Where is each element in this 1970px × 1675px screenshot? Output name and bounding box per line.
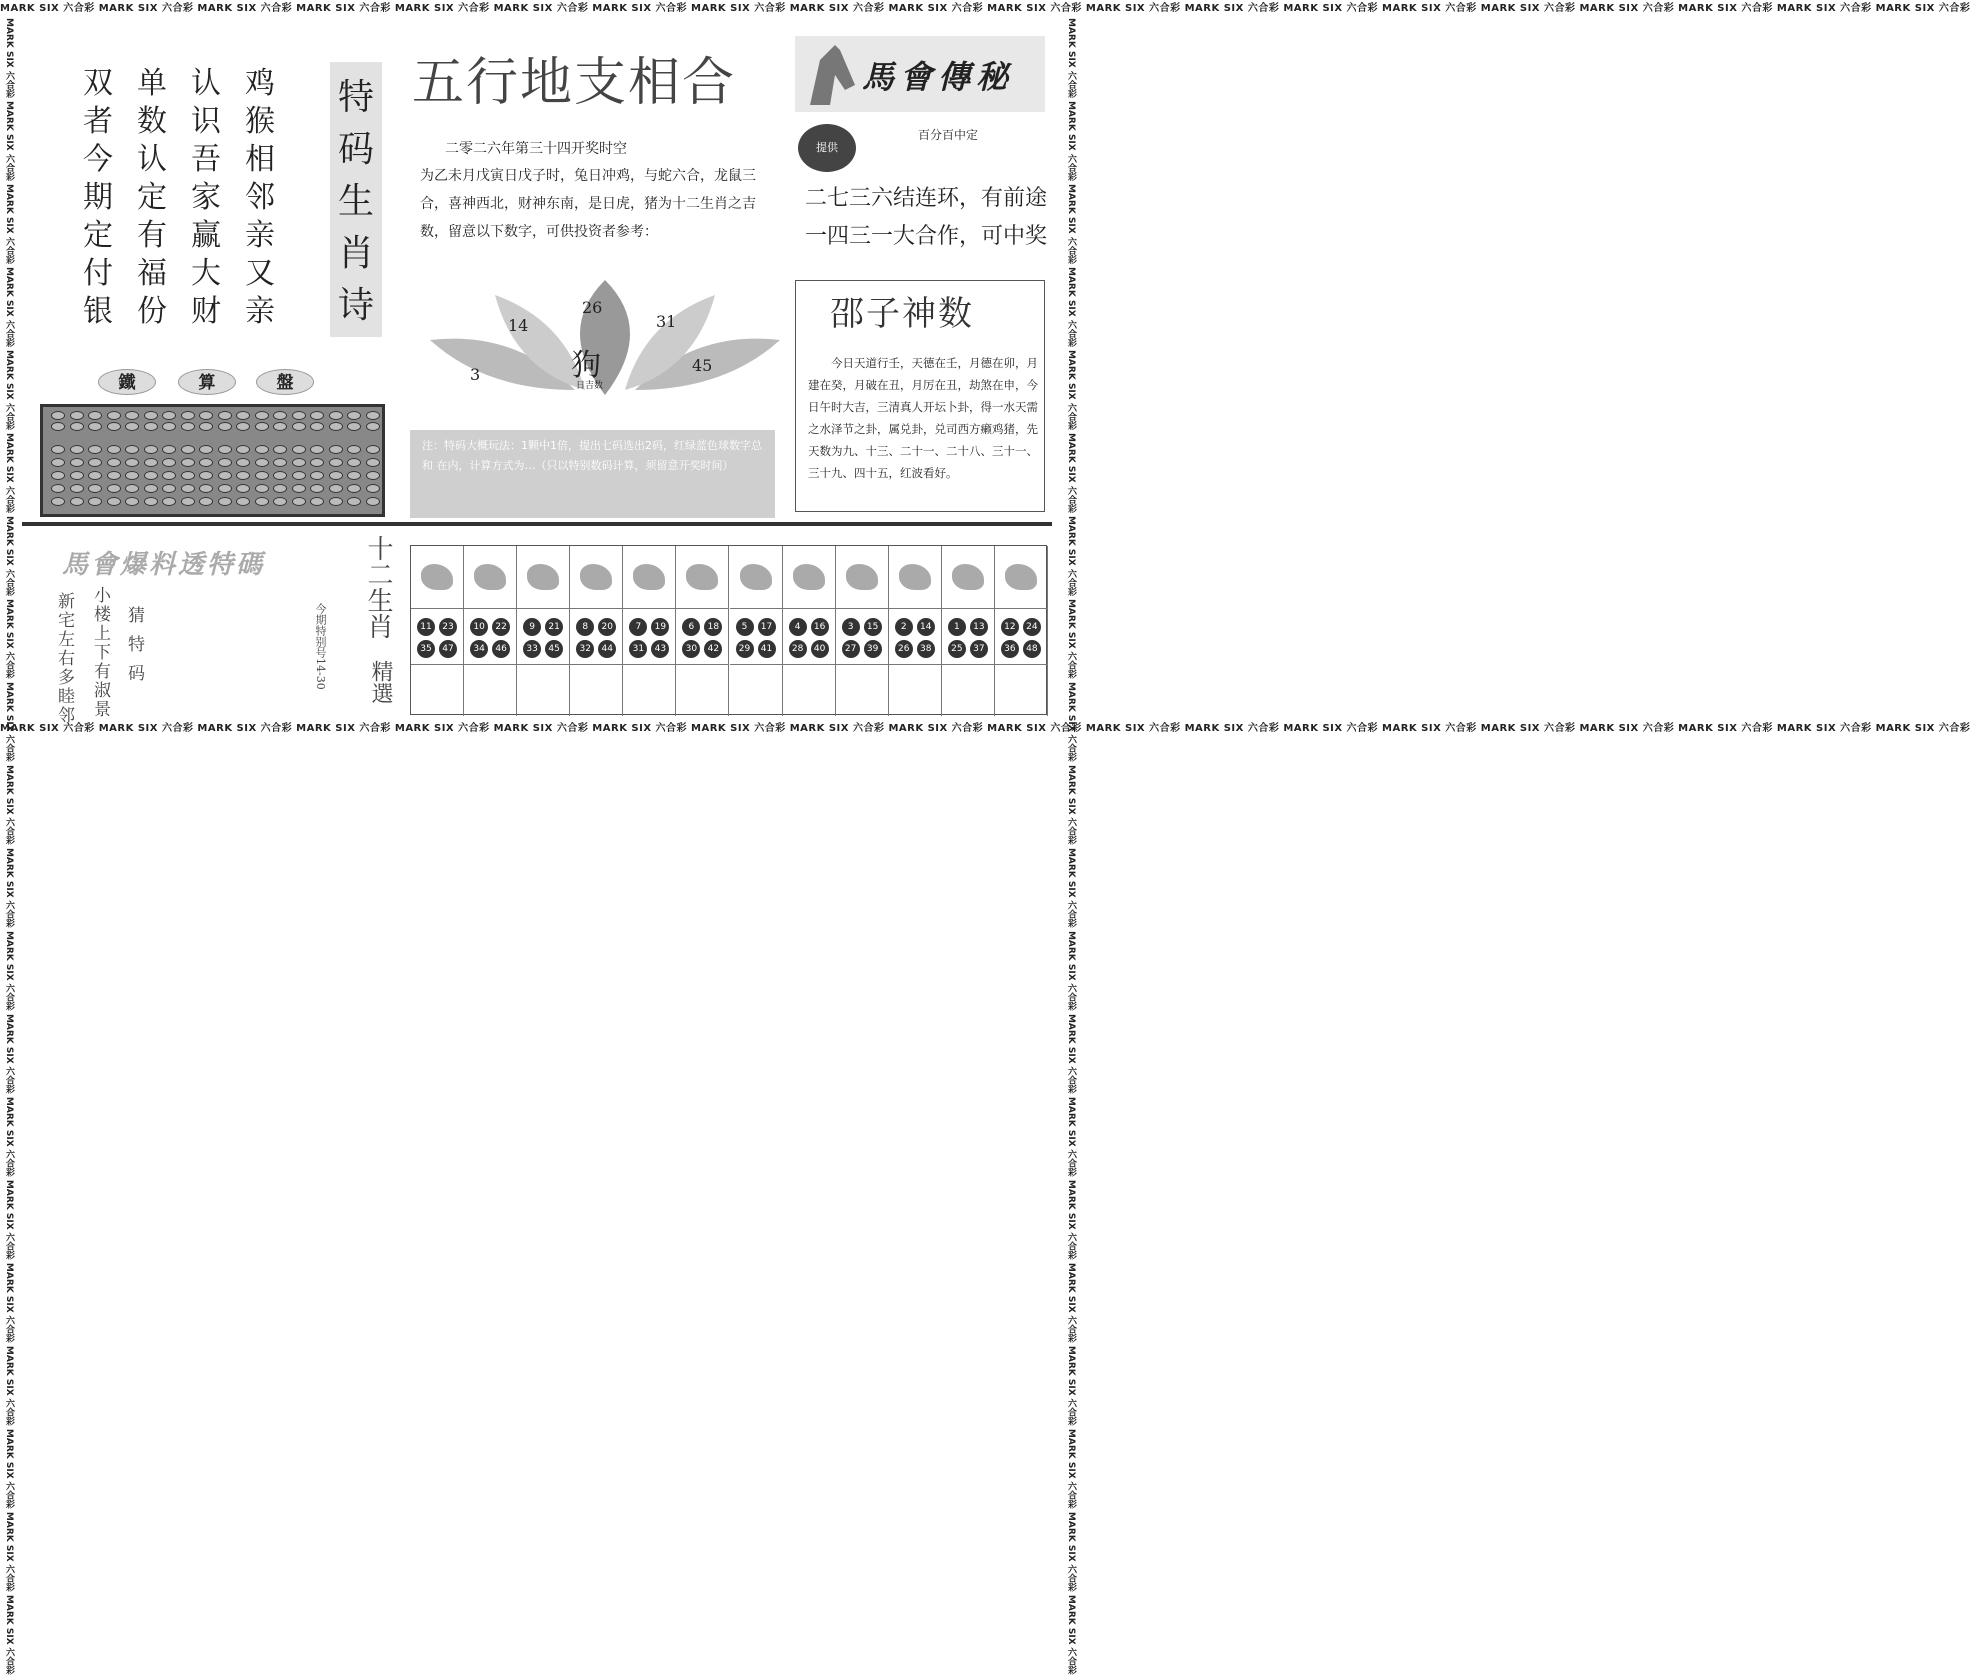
abacus-bead (310, 471, 324, 480)
number-ball: 36 (1001, 640, 1019, 658)
abacus-bead (255, 422, 269, 431)
zodiac-cell (517, 546, 570, 716)
lotus-number: 3 (470, 365, 481, 384)
abacus-bead (70, 422, 84, 431)
abacus-bead (107, 458, 121, 467)
number-ball: 46 (492, 640, 510, 658)
abacus-bead (329, 484, 343, 493)
abacus-bead (218, 422, 232, 431)
abacus-bead (199, 471, 213, 480)
zodiac-animal-icon (899, 564, 931, 590)
number-ball: 14 (917, 618, 935, 636)
abacus-image (40, 404, 385, 517)
abacus-bead (51, 411, 65, 420)
zodiac-cell (676, 546, 729, 716)
bottom-col-1: 新宅左右多睦邻 (54, 592, 74, 725)
abacus-bead (366, 497, 380, 506)
side-note: 今期特别号14-30 (314, 603, 327, 690)
abacus-bead (88, 458, 102, 467)
number-ball: 38 (917, 640, 935, 658)
number-ball: 7 (629, 618, 647, 636)
abacus-bead (236, 497, 250, 506)
zodiac-animal-icon (580, 564, 612, 590)
abacus-bead (273, 458, 287, 467)
abacus-bead (162, 445, 176, 454)
zodiac-animal-icon (474, 564, 506, 590)
abacus-bead (70, 458, 84, 467)
zodiac-grid (410, 545, 1047, 715)
abacus-bead (329, 422, 343, 431)
abacus-bead (125, 497, 139, 506)
number-ball: 10 (470, 618, 488, 636)
abacus-bead (125, 422, 139, 431)
abacus-bead (88, 411, 102, 420)
zodiac-animal-icon (633, 564, 665, 590)
abacus-bead (292, 411, 306, 420)
number-ball: 6 (682, 618, 700, 636)
right-line: 二七三六结连环，有前途 (805, 186, 1048, 211)
abacus-label-3: 盤 (256, 369, 314, 395)
number-ball: 23 (439, 618, 457, 636)
abacus-bead (88, 422, 102, 431)
abacus-bead (310, 458, 324, 467)
abacus-bead (236, 422, 250, 431)
number-ball: 47 (439, 640, 457, 658)
horse-head-icon (800, 40, 858, 108)
abacus-bead (255, 411, 269, 420)
wuxing-title: 五行地支相合 (412, 53, 737, 113)
lotus-graphic (425, 280, 785, 420)
abacus-bead (144, 445, 158, 454)
zodiac-cell (730, 546, 783, 716)
number-ball: 21 (545, 618, 563, 636)
abacus-bead (162, 458, 176, 467)
number-ball: 18 (704, 618, 722, 636)
number-ball: 9 (523, 618, 541, 636)
abacus-bead (70, 497, 84, 506)
poem-col-4: 鸡猴相邻亲又亲 (245, 66, 275, 329)
badge-sub: 百分百中定 (918, 128, 979, 142)
number-ball: 25 (948, 640, 966, 658)
abacus-bead (292, 471, 306, 480)
abacus-bead (181, 458, 195, 467)
abacus-bead (366, 445, 380, 454)
abacus-bead (329, 445, 343, 454)
abacus-bead (181, 484, 195, 493)
shaozi-text: 今日天道行壬，天德在壬，月德在卯，月建在癸，月破在丑，月厉在丑，劫煞在申，今日午时大吉，三清真人开坛卜卦，得一水天需之水泽节之卦，属兑卦，兑司西方癞鸡猪，先天数为九、十三、二十一、二十八、三十一、三十九、四十五，红波看好。 (808, 356, 1038, 480)
abacus-bead (273, 411, 287, 420)
zodiac-cell (570, 546, 623, 716)
abacus-bead (70, 471, 84, 480)
number-ball: 19 (651, 618, 669, 636)
abacus-bead (107, 497, 121, 506)
number-ball: 48 (1023, 640, 1041, 658)
abacus-bead (310, 484, 324, 493)
poem-col-2: 单数认定有福份 (137, 66, 167, 329)
abacus-bead (70, 445, 84, 454)
number-ball: 41 (758, 640, 776, 658)
number-ball: 44 (598, 640, 616, 658)
right-line: 一四三一大合作，可中奖 (805, 224, 1048, 249)
number-ball: 11 (417, 618, 435, 636)
abacus-bead (310, 497, 324, 506)
abacus-bead (273, 484, 287, 493)
number-ball: 5 (736, 618, 754, 636)
abacus-bead (347, 422, 361, 431)
abacus-label-2: 算 (178, 369, 236, 395)
zodiac-animal-icon (740, 564, 772, 590)
abacus-bead (236, 445, 250, 454)
date-subtitle: 二零二六年第三十四开奖时空 (445, 141, 627, 157)
abacus-bead (292, 458, 306, 467)
lotus-number: 45 (692, 356, 713, 375)
abacus-bead (329, 458, 343, 467)
zodiac-animal-icon (421, 564, 453, 590)
abacus-bead (218, 471, 232, 480)
lotus-zodiac: 狗 (571, 348, 601, 383)
abacus-bead (273, 422, 287, 431)
abacus-bead (255, 497, 269, 506)
abacus-bead (144, 422, 158, 431)
abacus-bead (181, 471, 195, 480)
abacus-bead (144, 458, 158, 467)
abacus-bead (88, 471, 102, 480)
number-ball: 35 (417, 640, 435, 658)
abacus-bead (144, 497, 158, 506)
abacus-bead (310, 445, 324, 454)
abacus-bead (107, 445, 121, 454)
abacus-bead (273, 445, 287, 454)
bottom-border-strip: MARK SIX 六合彩 MARK SIX 六合彩 MARK SIX 六合彩 MARK SIX 六合彩 MARK SIX 六合彩 MARK SIX 六合彩 MARK SIX 六合彩 MARK SIX 六合彩 MARK SIX 六合彩 MARK SIX 六合彩 MARK SIX 六合彩 MARK SIX 六合彩 MARK SIX 六合彩 MARK SIX 六合彩 MARK SIX 六合彩 MARK SIX 六合彩 MARK SIX 六合彩 MARK SIX 六合彩 MARK SIX 六合彩 MARK SIX 六合彩 (0, 720, 1080, 738)
abacus-bead (236, 458, 250, 467)
zodiac-animal-icon (952, 564, 984, 590)
number-ball: 42 (704, 640, 722, 658)
number-ball: 31 (629, 640, 647, 658)
number-ball: 28 (789, 640, 807, 658)
abacus-bead (162, 471, 176, 480)
abacus-bead (199, 484, 213, 493)
abacus-bead (292, 497, 306, 506)
abacus-bead (347, 484, 361, 493)
abacus-bead (366, 458, 380, 467)
abacus-bead (51, 445, 65, 454)
abacus-bead (347, 458, 361, 467)
number-ball: 1 (948, 618, 966, 636)
abacus-bead (366, 484, 380, 493)
abacus-bead (236, 484, 250, 493)
abacus-bead (199, 445, 213, 454)
number-ball: 27 (842, 640, 860, 658)
zodiac-label-top: 十二生肖 (363, 535, 393, 639)
number-ball: 3 (842, 618, 860, 636)
number-ball: 13 (970, 618, 988, 636)
right-border-strip: MARK SIX 六合彩 MARK SIX 六合彩 MARK SIX 六合彩 MARK SIX 六合彩 MARK SIX 六合彩 MARK SIX 六合彩 MARK SIX 六合彩 MARK SIX 六合彩 MARK SIX 六合彩 MARK SIX 六合彩 MARK SIX 六合彩 MARK SIX 六合彩 MARK SIX 六合彩 MARK SIX 六合彩 MARK SIX 六合彩 MARK SIX 六合彩 MARK SIX 六合彩 MARK SIX 六合彩 MARK SIX 六合彩 MARK SIX 六合彩 (1062, 18, 1080, 720)
abacus-bead (236, 411, 250, 420)
abacus-bead (70, 411, 84, 420)
abacus-bead (218, 445, 232, 454)
abacus-bead (236, 471, 250, 480)
left-border-strip: MARK SIX 六合彩 MARK SIX 六合彩 MARK SIX 六合彩 MARK SIX 六合彩 MARK SIX 六合彩 MARK SIX 六合彩 MARK SIX 六合彩 MARK SIX 六合彩 MARK SIX 六合彩 MARK SIX 六合彩 MARK SIX 六合彩 MARK SIX 六合彩 MARK SIX 六合彩 MARK SIX 六合彩 MARK SIX 六合彩 MARK SIX 六合彩 MARK SIX 六合彩 MARK SIX 六合彩 MARK SIX 六合彩 MARK SIX 六合彩 (0, 18, 18, 720)
number-ball: 30 (682, 640, 700, 658)
top-border-strip: MARK SIX 六合彩 MARK SIX 六合彩 MARK SIX 六合彩 MARK SIX 六合彩 MARK SIX 六合彩 MARK SIX 六合彩 MARK SIX 六合彩 MARK SIX 六合彩 MARK SIX 六合彩 MARK SIX 六合彩 MARK SIX 六合彩 MARK SIX 六合彩 MARK SIX 六合彩 MARK SIX 六合彩 MARK SIX 六合彩 MARK SIX 六合彩 MARK SIX 六合彩 MARK SIX 六合彩 MARK SIX 六合彩 MARK SIX 六合彩 (0, 0, 1080, 18)
zodiac-animal-icon (686, 564, 718, 590)
abacus-bead (255, 471, 269, 480)
abacus-bead (51, 422, 65, 431)
abacus-bead (144, 471, 158, 480)
number-ball: 16 (811, 618, 829, 636)
number-ball: 12 (1001, 618, 1019, 636)
zodiac-animal-icon (793, 564, 825, 590)
abacus-bead (162, 411, 176, 420)
abacus-bead (51, 471, 65, 480)
abacus-bead (125, 471, 139, 480)
zodiac-label-bottom: 精選 (368, 660, 393, 704)
zodiac-cell (942, 546, 995, 716)
abacus-bead (144, 411, 158, 420)
zodiac-cell (411, 546, 464, 716)
abacus-bead (199, 422, 213, 431)
number-ball: 17 (758, 618, 776, 636)
number-ball: 15 (864, 618, 882, 636)
zodiac-cell (995, 546, 1048, 716)
zodiac-animal-icon (527, 564, 559, 590)
zodiac-animal-icon (1005, 564, 1037, 590)
zodiac-cell (464, 546, 517, 716)
badge: 提供 (798, 124, 856, 172)
abacus-bead (181, 497, 195, 506)
abacus-bead (255, 458, 269, 467)
abacus-bead (273, 497, 287, 506)
number-ball: 39 (864, 640, 882, 658)
abacus-bead (218, 484, 232, 493)
number-ball: 45 (545, 640, 563, 658)
number-ball: 34 (470, 640, 488, 658)
abacus-bead (162, 497, 176, 506)
abacus-bead (255, 484, 269, 493)
abacus-bead (88, 484, 102, 493)
abacus-bead (329, 497, 343, 506)
number-ball: 32 (576, 640, 594, 658)
abacus-bead (181, 422, 195, 431)
abacus-bead (292, 484, 306, 493)
abacus-bead (255, 445, 269, 454)
abacus-bead (125, 411, 139, 420)
divider (22, 522, 1052, 526)
abacus-bead (181, 411, 195, 420)
bottom-col-3: 猜特码 (124, 606, 144, 693)
abacus-bead (329, 471, 343, 480)
abacus-bead (292, 422, 306, 431)
abacus-bead (125, 458, 139, 467)
abacus-bead (107, 422, 121, 431)
number-ball: 40 (811, 640, 829, 658)
abacus-bead (218, 411, 232, 420)
poem-col-3: 认识吾家赢大财 (191, 66, 221, 329)
abacus-bead (107, 411, 121, 420)
number-ball: 20 (598, 618, 616, 636)
abacus-bead (273, 471, 287, 480)
abacus-bead (329, 411, 343, 420)
abacus-bead (292, 445, 306, 454)
abacus-label-1: 鐵 (98, 369, 156, 395)
abacus-bead (51, 484, 65, 493)
lotus-number: 31 (656, 312, 677, 331)
zodiac-animal-icon (846, 564, 878, 590)
abacus-bead (218, 458, 232, 467)
poem-title: 特码生肖诗 (330, 62, 382, 337)
abacus-bead (347, 445, 361, 454)
abacus-bead (107, 471, 121, 480)
zodiac-cell (783, 546, 836, 716)
abacus-bead (347, 411, 361, 420)
abacus-bead (125, 445, 139, 454)
number-ball: 2 (895, 618, 913, 636)
abacus-bead (51, 497, 65, 506)
abacus-bead (107, 484, 121, 493)
abacus-bead (162, 484, 176, 493)
number-ball: 33 (523, 640, 541, 658)
bottom-title: 馬會爆料透特碼 (62, 550, 266, 580)
right-lines (805, 180, 1047, 256)
shaozi-title: 邵子神数 (830, 294, 974, 334)
abacus-bead (199, 411, 213, 420)
abacus-bead (199, 497, 213, 506)
abacus-bead (347, 471, 361, 480)
number-ball: 26 (895, 640, 913, 658)
number-ball: 8 (576, 618, 594, 636)
bottom-col-2: 小楼上下有淑景 (90, 586, 110, 719)
number-ball: 24 (1023, 618, 1041, 636)
abacus-bead (125, 484, 139, 493)
note-box: 注：特码大概玩法：1颗中1倍，提出七码选出2码，红绿蓝色球数字总和 在内，计算方式为…（只以特别数码计算，须留意开奖时间） (410, 430, 775, 518)
abacus-bead (51, 458, 65, 467)
center-body: 为乙未月戊寅日戊子时，兔日冲鸡，与蛇六合，龙鼠三合，喜神西北，财神东南，是日虎，猪为十二生肖之吉数，留意以下数字，可供投资者参考： (420, 168, 756, 240)
zodiac-cell (889, 546, 942, 716)
abacus-bead (70, 484, 84, 493)
number-ball: 29 (736, 640, 754, 658)
abacus-bead (366, 422, 380, 431)
abacus-bead (310, 422, 324, 431)
zodiac-cell (623, 546, 676, 716)
abacus-bead (199, 458, 213, 467)
number-ball: 22 (492, 618, 510, 636)
abacus-bead (144, 484, 158, 493)
lotus-sub: 日吉数 (576, 381, 604, 391)
zodiac-cell (836, 546, 889, 716)
abacus-bead (366, 411, 380, 420)
lotus-number: 26 (582, 298, 603, 317)
abacus-bead (162, 422, 176, 431)
abacus-bead (347, 497, 361, 506)
abacus-bead (218, 497, 232, 506)
horse-title: 馬會傳秘 (862, 58, 1015, 96)
number-ball: 4 (789, 618, 807, 636)
number-ball: 43 (651, 640, 669, 658)
abacus-bead (88, 445, 102, 454)
abacus-bead (366, 471, 380, 480)
number-ball: 37 (970, 640, 988, 658)
abacus-bead (88, 497, 102, 506)
abacus-bead (181, 445, 195, 454)
abacus-bead (310, 411, 324, 420)
lotus-number: 14 (508, 316, 529, 335)
poem-col-1: 双者今期定付银 (83, 66, 113, 329)
